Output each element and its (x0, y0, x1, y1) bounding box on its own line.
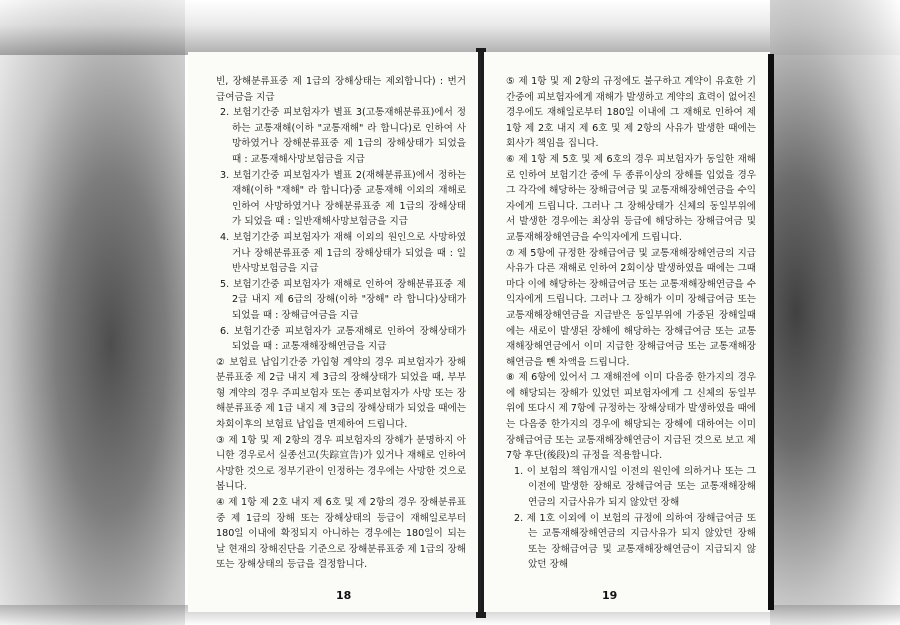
right-paragraph: ⑤ 제 1항 및 제 2항의 규정에도 불구하고 계약이 유효한 기간중에 피보험자에게 재해가 발생하고 계약의 효력이 없어진 경우에도 재해일로부터 180일 이내에 그 재해로 인하여 제 1항 제 2호 내지 제 6호 및 제 2항의 사유가 발생한 때에는 회사가 책임을 집니다. (506, 76, 756, 150)
left-paragraph: ③ 제 1항 및 제 2항의 경우 피보험자의 장해가 분명하지 아니한 경우로서 실종선고(失踪宣告)가 있거나 재해로 인하여 사망한 것으로 정부기관이 인정하는 경우에는 사망한 것으로 봅니다. (216, 434, 466, 493)
left-paragraph: 3. 보험기간중 피보험자가 별표 2(재해분류표)에서 정하는 재해(이하 "재해" 라 합니다)중 교통재해 이외의 재해로 인하여 사망하였거나 장해분류표중 제 1급의 장해상태가 되었을 때 : 일반재해사망보험금을 지급 (220, 169, 466, 228)
right-paragraph: ⑦ 제 5항에 규정한 장해급여금 및 교통재해장해연금의 지급사유가 다른 재해로 인하여 2회이상 발생하였을 때에는 그때마다 이에 해당하는 장해급여금 또는 교통재해장해연금을 수익자에게 드립니다. 그러나 그 장해가 이미 장해급여금 또는 교통재해장해연금을 지급받은 동일부위에 가중된 장해일때에는 새로이 발생된 장해에 해당하는 장해급여금 또는 교통재해장해연금에서 이미 지급한 장해급여금 또는 교통재해장해연금을 뺀 차액을 드립니다. (506, 247, 756, 368)
right-page-edge (768, 54, 774, 610)
left-paragraph: 2. 보험기간중 피보험자가 별표 3(고통재해분류표)에서 정하는 교통재해(이하 "교통재해" 라 합니다)로 인하여 사망하였거나 장해분류표중 제 1급의 장해상태가 되었을 때 : 교통재해사망보험금을 지급 (220, 107, 466, 165)
left-paragraph: 5. 보험기간중 피보험자가 재해로 인하여 장해분류표중 제 2급 내지 제 6급의 장해(이하 "장해" 라 합니다)상태가 되었을 때 : 장해급여금을 지급 (220, 278, 466, 321)
right-paragraph: ⑧ 제 6항에 있어서 그 재해전에 이미 다음중 한가지의 경우에 해당되는 장해가 있었던 피보험자에게 그 신체의 동일부위에 또다시 제 7항에 규정하는 장해상태가 발생하였을 때에는 다음중 한가지의 경우에 해당되는 장해에 대하여는 이미 장해급여금 또는 교통재해장해연금이 지급된 것으로 보고 제 7항 후단(後段)의 규정을 적용합니다. (506, 372, 756, 462)
left-page-body (216, 74, 466, 573)
page-number-left: 18 (336, 589, 352, 602)
right-paragraph: 1. 이 보험의 책임개시일 이전의 원인에 의하거나 또는 그 이전에 발생한 장해로 장해급여금 또는 교통재해장해연금의 지급사유가 되지 않았던 장해 (514, 465, 756, 509)
right-page (484, 52, 770, 612)
page-number-right: 19 (602, 589, 618, 602)
right-paragraph: 2. 제 1호 이외에 이 보험의 규정에 의하여 장해급여금 또는 교통재해장해연금의 지급사유가 되지 않았던 장해 또는 장해급여금 및 교통재해장해연금이 지급되지 않았던 장해 (514, 512, 756, 571)
left-paragraph: 빈, 장해분류표중 제 1급의 장해상태는 제외합니다) : 번거급여금을 지급 (216, 76, 466, 103)
right-page-body (506, 74, 756, 573)
left-paragraph: 4. 보험기간중 피보험자가 재해 이외의 원인으로 사망하였거나 장해분류표중 제 1급의 장해상태가 되었을 때 : 일반사망보험금을 지급 (220, 231, 466, 275)
left-paragraph: ④ 제 1항 제 2호 내지 제 6호 및 제 2항의 경우 장해분류표중 제 1급의 장해 또는 장해상태의 등급이 재해일로부터 180일 이내에 확정되지 아니하는 경우에는 180일이 되는 날 현재의 장해진단을 기준으로 장해분류표중 제 1급의 장해 또는 장해상태의 등급을 결정합니다. (216, 497, 466, 571)
right-paragraph: ⑥ 제 1항 제 5호 및 제 6호의 경우 피보험자가 동일한 재해로 인하여 보험기간 중에 두 종류이상의 장해를 입었을 경우 그 각각에 해당하는 장해급여금 및 교통재해장해연금을 수익자에게 드립니다. 그러나 그 장해상태가 신체의 동일부위에서 발생한 경우에는 최상위 등급에 해당하는 장해급여금 및 교통재해장해연금을 수익자에게 드립니다. (506, 153, 756, 243)
left-paragraph: 6. 보험기간중 피보험자가 교통재해로 인하여 장해상태가 되었을 때 : 교통재해장해연금을 지급 (220, 325, 466, 353)
left-paragraph: ② 보험료 납입기간중 가입형 계약의 경우 피보험자가 장해분류표중 제 2급 내지 제 3급의 장해상태가 되었을 때, 부부형 계약의 경우 주피보험자 또는 종피보험자가 사망 또는 장해분류표중 제 1급 내지 제 3급의 장해상태가 되었을 때에는 차회이후의 보험료 납입을 면제하여 드립니다. (216, 356, 466, 431)
left-page (188, 52, 481, 612)
